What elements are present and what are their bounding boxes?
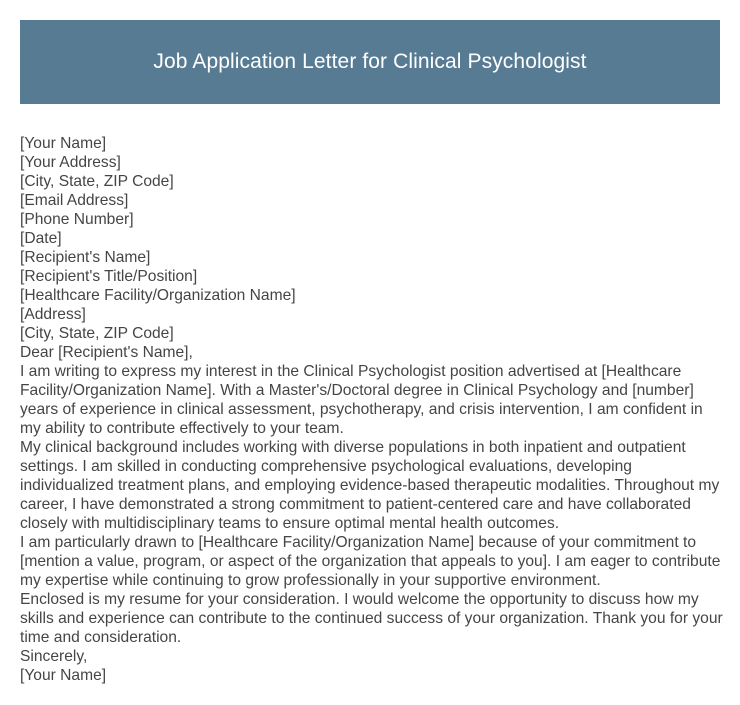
paragraph-closing: Enclosed is my resume for your consideration. I would welcome the opportunity to discuss how my skills and experience can contribute to the continued success of your organization. Thank you for your time and consideration. [20, 591, 723, 646]
sender-address: [Your Address] [20, 154, 121, 171]
recipient-name: [Recipient's Name] [20, 249, 151, 266]
sender-city-state-zip: [City, State, ZIP Code] [20, 173, 174, 190]
recipient-organization: [Healthcare Facility/Organization Name] [20, 287, 296, 304]
page-title: Job Application Letter for Clinical Psychologist [153, 50, 587, 73]
sender-block [20, 134, 725, 248]
letter-body [20, 134, 725, 685]
recipient-block [20, 248, 725, 343]
recipient-address: [Address] [20, 306, 86, 323]
paragraph-intro: I am writing to express my interest in the Clinical Psychologist position advertised at [Healthcare Facility/Organization Name]. With a Master's/Doctoral degree in Clinical Psychology and [number] years of experience in clinical assessment, psychotherapy, and crisis intervention, I am confident in my ability to contribute effectively to your team. [20, 363, 703, 437]
salutation: Dear [Recipient's Name], [20, 344, 193, 361]
page-header [20, 20, 720, 104]
closing: Sincerely, [20, 648, 88, 665]
sender-email: [Email Address] [20, 192, 129, 209]
sender-name: [Your Name] [20, 135, 107, 152]
recipient-city-state-zip: [City, State, ZIP Code] [20, 325, 174, 342]
paragraph-background: My clinical background includes working with diverse populations in both inpatient and outpatient settings. I am skilled in conducting comprehensive psychological evaluations, developing individualized treatment plans, and employing evidence-based therapeutic modalities. Throughout my career, I have demonstrated a strong commitment to patient-centered care and have collaborated closely with multidisciplinary teams to ensure optimal mental health outcomes. [20, 439, 720, 532]
sender-phone: [Phone Number] [20, 211, 134, 228]
paragraph-motivation: I am particularly drawn to [Healthcare Facility/Organization Name] because of your commitment to [mention a value, program, or aspect of the organization that appeals to you]. I am eager to contribute my expertise while continuing to grow professionally in your supportive environment. [20, 534, 721, 589]
recipient-title: [Recipient's Title/Position] [20, 268, 198, 285]
letter-date: [Date] [20, 230, 62, 247]
signature: [Your Name] [20, 667, 107, 684]
